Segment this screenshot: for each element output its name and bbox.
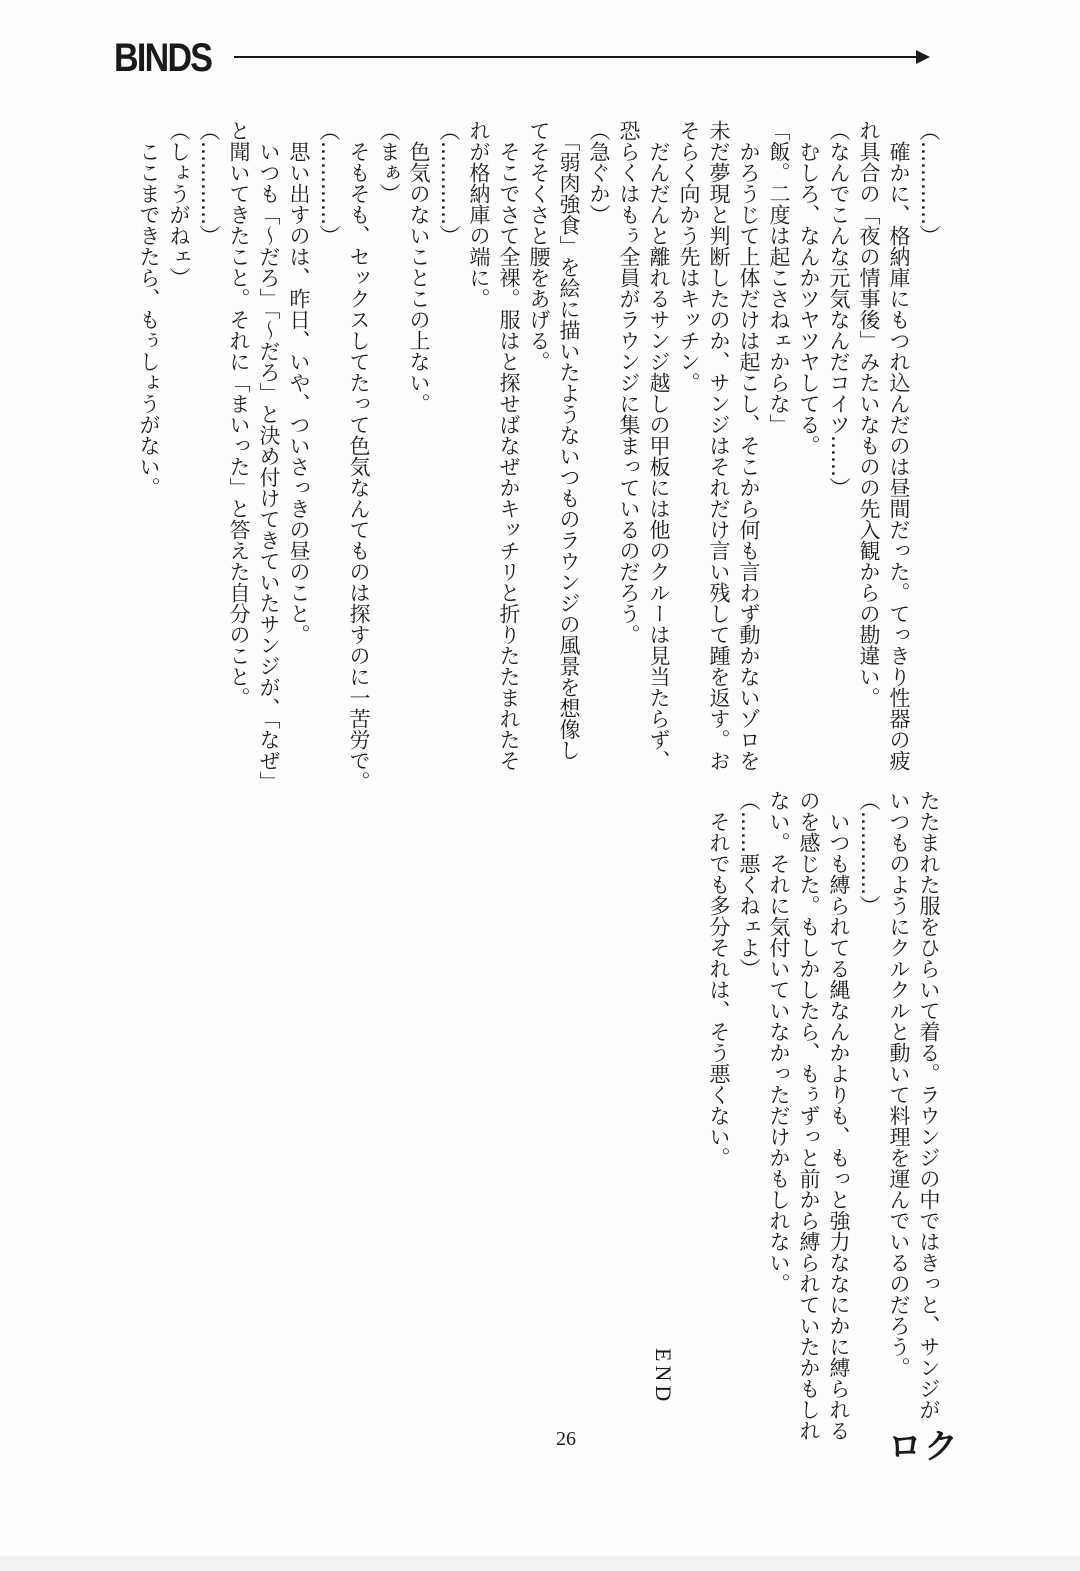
text-column: （…………） (917, 120, 941, 246)
text-column: （まぁ） (377, 120, 401, 204)
text-column: 未だ夢現と判断したのか、サンジはそれだけ言い残して踵を返す。お (707, 120, 731, 771)
text-column: 思い出すのは、昨日、いや、ついさっきの昼のこと。 (287, 120, 311, 645)
text-column: 色気のないことこの上ない。 (407, 120, 431, 414)
text-column: （…………） (437, 120, 461, 246)
title-arrow-line (234, 56, 918, 58)
text-column: そもそも、セックスしてたって色気なんてものは探すのに一苦労で。 (347, 120, 371, 792)
text-column: そらく向かう先はキッチン。 (677, 120, 701, 393)
text-column: （しょうがねェ） (167, 120, 191, 288)
text-column: むしろ、なんかツヤツヤしてる。 (797, 120, 821, 456)
text-column: てそそくさと腰をあげる。 (527, 120, 551, 372)
author-name: ロク (888, 1427, 960, 1467)
text-column: 「弱肉強食」を絵に描いたようないつものラウンジの風景を想像し (557, 120, 581, 761)
text-column: だんだんと離れるサンジ越しの甲板には他のクルーは見当たらず、 (647, 120, 671, 771)
text-column: 確かに、格納庫にもつれ込んだのは昼間だった。てっきり性器の疲 (887, 120, 911, 771)
text-column: 恐らくはもぅ全員がラウンジに集まっているのだろう。 (617, 120, 641, 645)
page-edge (0, 1556, 1080, 1571)
text-column: （…………） (857, 790, 881, 916)
text-column: （なんでこんな元気なんだコイツ……） (827, 120, 851, 498)
end-marker: END (651, 1348, 676, 1406)
text-column: のを感じた。もしかしたら、もぅずっと前から縛られていたかもしれ (797, 790, 821, 1441)
text-column: たたまれた服をひらいて着る。ラウンジの中ではきっと、サンジが (917, 790, 941, 1420)
text-column: （……悪くねェよ） (737, 790, 761, 979)
text-column: 「飯。二度は起こさねェからな」 (767, 120, 791, 435)
text-column: れが格納庫の端に。 (467, 120, 491, 309)
text-column: （…………） (197, 120, 221, 246)
arrow-head-icon (916, 50, 930, 64)
upper-text-block (134, 120, 944, 792)
text-column: ここまできたら、もぅしょうがない。 (137, 120, 161, 498)
page-number: 26 (556, 1428, 576, 1450)
text-column: ない。それに気付いていなかっただけかもしれない。 (767, 790, 791, 1294)
story-title: BINDS (114, 36, 212, 80)
text-column: そこでさて全裸。服はと探せばなぜかキッチリと折りたたまれたそ (497, 120, 521, 771)
lower-text-block (704, 790, 944, 1441)
text-column: れ具合の「夜の情事後」みたいなものの先入観からの勘違い。 (857, 120, 881, 708)
text-column: いつも縛られてる縄なんかよりも、もっと強力ななにかに縛られる (827, 790, 851, 1441)
text-column: それでも多分それは、そう悪くない。 (707, 790, 731, 1168)
text-column: （急ぐか） (587, 120, 611, 225)
text-column: かろうじて上体だけは起こし、そこから何も言わず動かないゾロを (737, 120, 761, 771)
text-column: と聞いてきたこと。それに「まいった」と答えた自分のこと。 (227, 120, 251, 708)
text-column: いつものようにクルクルと動いて料理を運んでいるのだろう。 (887, 790, 911, 1378)
text-column: いつも「～だろ」「～だろ」と決め付けてきていたサンジが、「なぜ」 (257, 120, 281, 792)
text-column: （…………） (317, 120, 341, 246)
